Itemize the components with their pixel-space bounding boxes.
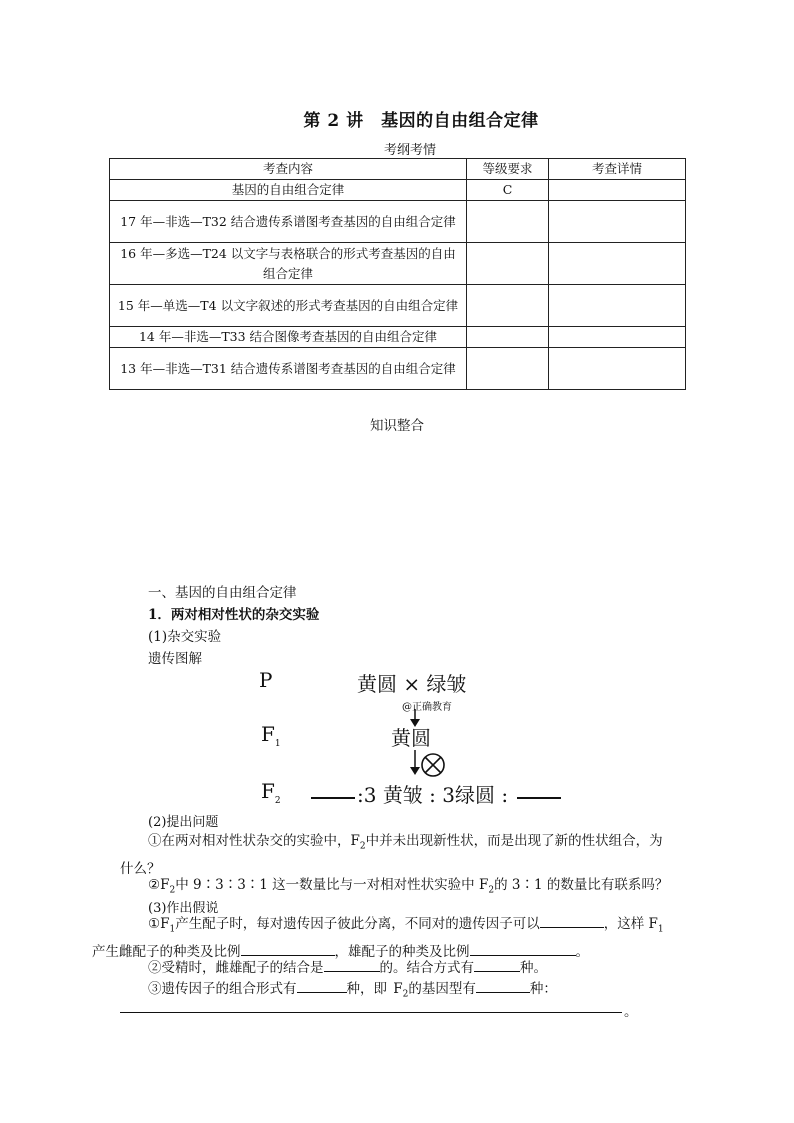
blank-line[interactable]	[241, 942, 335, 956]
blank-line[interactable]	[517, 797, 561, 799]
blank-line[interactable]	[476, 979, 530, 993]
cell-level	[467, 285, 549, 327]
question-2: $②F_2$中 9∶3∶3∶1 这一数量比与一对相对性状实验中 $F_2$的 3∶1 的数量比有联系吗？	[148, 877, 669, 896]
cell-content: 17 年—非选—T32 结合遗传系谱图考查基因的自由组合定律	[110, 201, 467, 243]
heading-hypothesis: (3)作出假说	[148, 901, 219, 916]
table-caption: 考纲考情	[383, 143, 436, 158]
cell-level	[467, 201, 549, 243]
blank-line[interactable]	[540, 914, 604, 928]
hypothesis-3: ③遗传因子的组合形式有 种，即 $F_2$的基因型有 种：	[148, 981, 557, 1000]
header-level: 等级要求	[467, 159, 549, 180]
page-title: 第 2 讲 基因的自由组合定律	[303, 111, 539, 131]
hypothesis-1: $①F_1$产生配子时，每对遗传因子彼此分离，不同对的遗传因子可以 ，这样 $F_1$ 产生雌配子的种类及比例 ，雄配子的种类及比例 。	[92, 916, 664, 960]
table-row	[110, 201, 686, 243]
cell-content: 16 年—多选—T24 以文字与表格联合的形式考查基因的自由组合定律	[110, 243, 467, 285]
cell-detail	[549, 243, 686, 285]
header-detail: 考查详情	[549, 159, 686, 180]
cell-detail	[549, 327, 686, 348]
f2-ratio: :3 黄皱 : 3绿圆 :	[357, 783, 509, 807]
cell-level: C	[467, 180, 549, 201]
cell-content: 15 年—单选—T4 以文字叙述的形式考查基因的自由组合定律	[110, 285, 467, 327]
parent-cross: 黄圆 × 绿皱	[357, 672, 467, 696]
watermark-text: @正确教育	[402, 702, 452, 713]
blank-line[interactable]	[470, 942, 576, 956]
f1-phenotype: 黄圆	[391, 726, 431, 750]
heading-ask-question: (2)提出问题	[148, 815, 219, 830]
question-1: ①在两对相对性状杂交的实验中，$F_2$中并未出现新性状，而是出现了新的性状组合，为什么？	[120, 833, 663, 877]
section-title: 知识整合	[370, 418, 424, 434]
self-cross-icon	[419, 751, 447, 779]
hypothesis-2: ②受精时，雌雄配子的结合是 的。结合方式有 种。	[148, 960, 547, 976]
blank-line[interactable]	[474, 958, 520, 972]
cell-detail	[549, 348, 686, 390]
heading-level-3: (1)杂交实验	[148, 629, 222, 645]
heading-level-1: 一、基因的自由组合定律	[148, 585, 297, 601]
table-header-row	[110, 159, 686, 180]
table-row	[110, 348, 686, 390]
table-row	[110, 180, 686, 201]
heading-level-4: 遗传图解	[148, 651, 202, 667]
generation-label-f2: $F_2$	[261, 779, 281, 806]
heading-level-2: 1．两对相对性状的杂交实验	[148, 607, 320, 623]
table-row	[110, 243, 686, 285]
cell-level	[467, 243, 549, 285]
cell-content: 基因的自由组合定律	[110, 180, 467, 201]
sentence-end-mark: 。	[624, 1004, 638, 1020]
cell-detail	[549, 201, 686, 243]
blank-line[interactable]	[120, 1012, 622, 1013]
table-row	[110, 285, 686, 327]
exam-requirements-table	[109, 158, 686, 390]
cell-detail	[549, 285, 686, 327]
cell-detail	[549, 180, 686, 201]
cell-content: 14 年—非选—T33 结合图像考查基因的自由组合定律	[110, 327, 467, 348]
blank-line[interactable]	[297, 979, 347, 993]
cell-content: 13 年—非选—T31 结合遗传系谱图考查基因的自由组合定律	[110, 348, 467, 390]
generation-label-f1: $F_1$	[261, 722, 281, 749]
cell-level	[467, 327, 549, 348]
cell-level	[467, 348, 549, 390]
blank-line[interactable]	[311, 797, 355, 799]
blank-line[interactable]	[324, 958, 380, 972]
table-row	[110, 327, 686, 348]
generation-label-p: P	[259, 668, 273, 692]
header-content: 考查内容	[110, 159, 467, 180]
